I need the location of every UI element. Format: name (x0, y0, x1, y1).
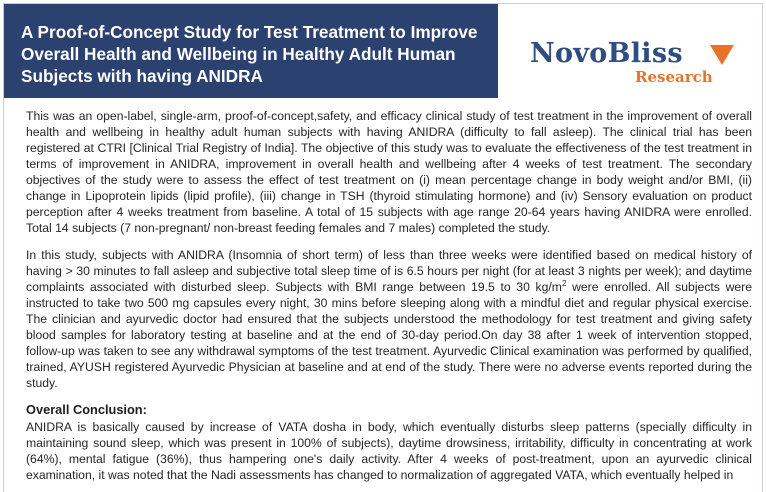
logo-subtitle: Research (635, 68, 713, 86)
superscript: 2 (561, 278, 567, 288)
document-body (26, 108, 752, 492)
methodology-text-part1: In this study, subjects with ANIDRA (Insomnia of short term) of less than three weeks were identified based on medical history of having > 30 minutes to fall asleep and subjective total sleep time of is 6.5 hours per night (for at least 3 nights per week); and daytime complaints associated with disturbed sleep. Subjects with BMI range between 19.5 to 30 kg/m (26, 248, 752, 294)
page-title: A Proof-of-Concept Study for Test Treatment to Improve Overall Health and Wellbeing in Healthy Adult Human Subjects with having ANIDRA (4, 4, 498, 98)
methodology-text-part2: were enrolled. All subjects were instructed to take two 500 mg capsules every night, 30 mins before sleeping along with a mindful diet and regular physical exercise. The clinician and ayurvedic doctor had ensured that the subjects understood the methodology for test treatment and giving safety blood samples for laboratory testing at baseline and at the end of 30-day period.On day 38 after 1 week of intervention stopped, follow-up was taken to see any withdrawal symptoms of the test treatment. Ayurvedic Clinical examination was performed by qualified, trained, AYUSH registered Ayurvedic Physician at baseline and at end of the study. There were no adverse events reported during the study. (26, 280, 752, 390)
logo-v-mark-icon (710, 45, 734, 65)
paragraph-conclusion: ANIDRA is basically caused by increase of VATA dosha in body, which eventually disturbs sleep patterns (specially difficulty in maintaining sound sleep, which was present in 100% of subjects), daytime drowsiness, irritability, difficulty in concentrating at work (64%), mental fatigue (36%), thus hampering one's daily activity. After 4 weeks of post-treatment, upon an ayurvedic clinical examination, it was noted that the Nadi assessments has changed to normalization of aggregated VATA, which eventually helped in (26, 420, 752, 482)
document-page (3, 3, 763, 492)
conclusion-heading: Overall Conclusion: (26, 402, 147, 417)
logo (498, 4, 762, 98)
header-banner (4, 4, 762, 98)
logo-name: NovoBliss (530, 38, 683, 69)
paragraph-methodology (26, 247, 752, 391)
paragraph-study-overview: This was an open-label, single-arm, proof-of-concept,safety, and efficacy clinical study of test treatment in the improvement of overall health and wellbeing in healthy adult human subjects with having ANIDRA (difficulty to fall asleep). The clinical trial has been registered at CTRI [Clinical Trial Registry of India]. The objective of this study was to evaluate the effectiveness of the test treatment in terms of improvement in ANIDRA, improvement in overall health and wellbeing after 4 weeks of test treatment. The secondary objectives of the study were to assess the effect of test treatment on (i) mean percentage change in body weight and/or BMI, (ii) change in Lipoprotein lipids (lipid profile), (iii) change in TSH (thyroid stimulating hormone) and (iv) Sensory evaluation on product perception after 4 weeks treatment from baseline. A total of 15 subjects with age range 20-64 years having ANIDRA were enrolled. Total 14 subjects (7 non-pregnant/ non-breast feeding females and 7 males) completed the study. (26, 109, 752, 235)
